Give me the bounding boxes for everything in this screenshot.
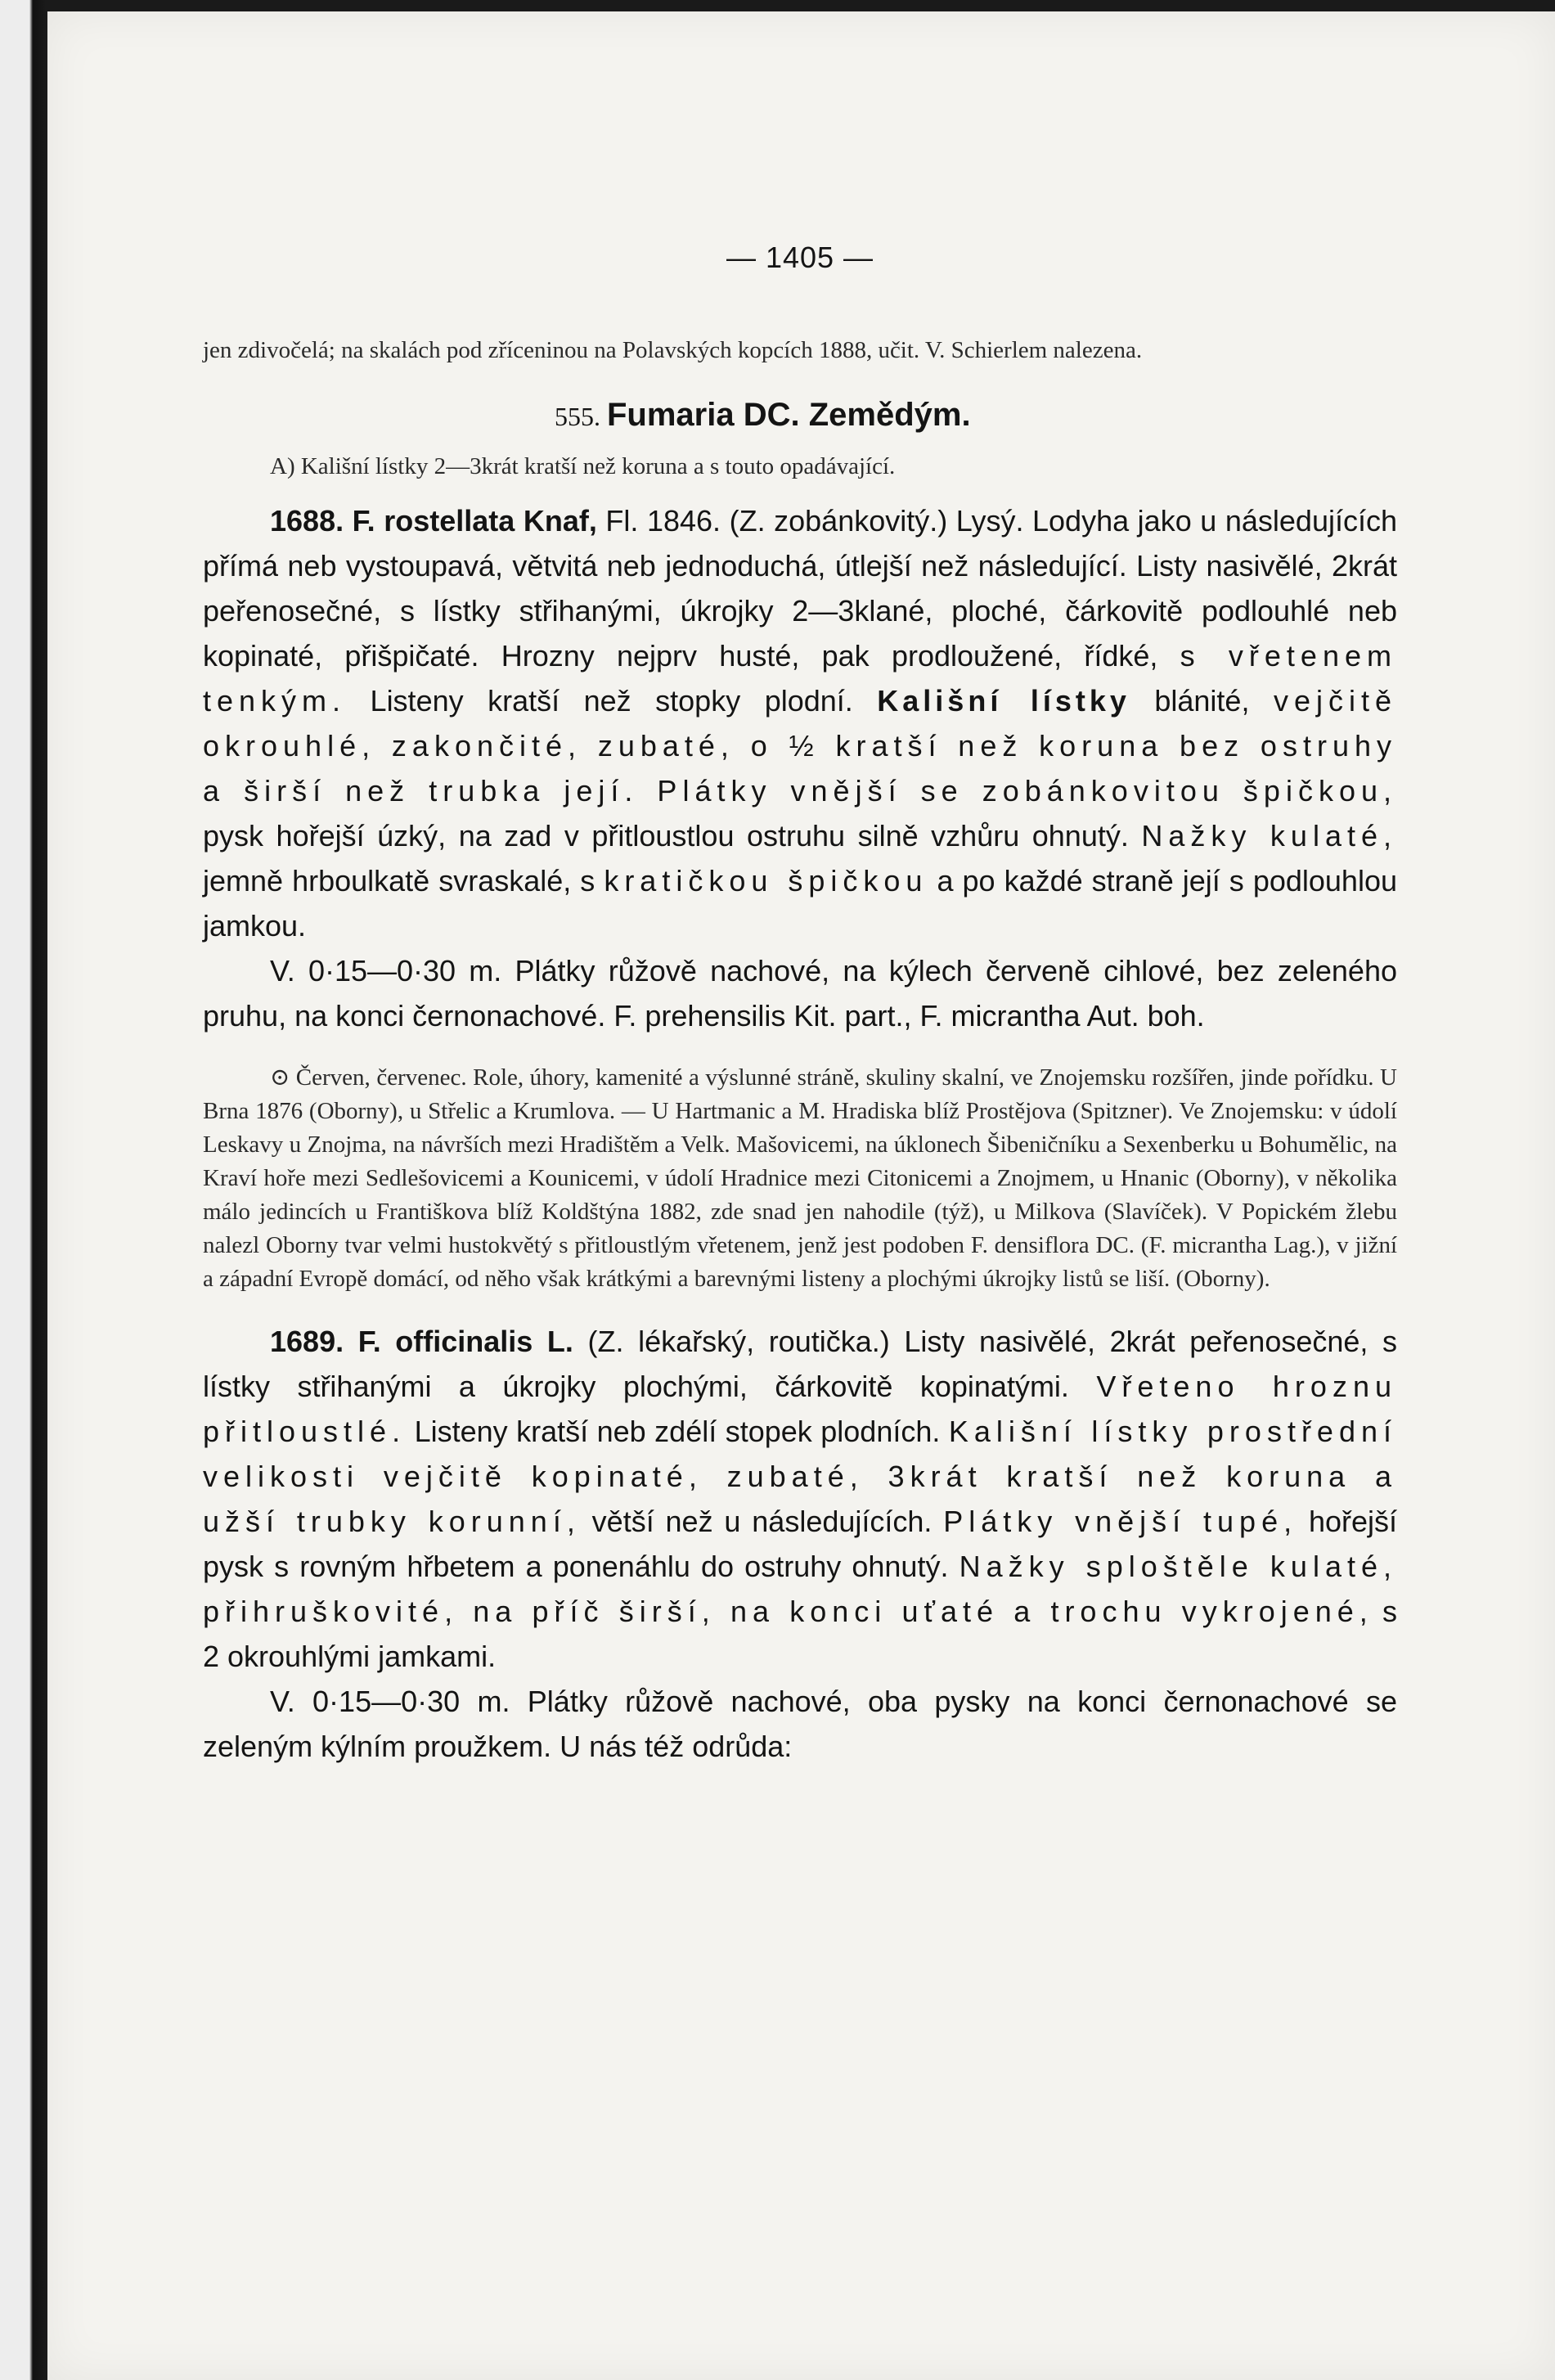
text-run: Listeny kratší než stopky plodní.: [346, 684, 878, 718]
spaced-text: kratičkou špičkou: [604, 864, 928, 898]
text-run: jemně hrboulkatě svraskalé, s: [203, 864, 604, 898]
text-run: pysk hořejší úzký, na zad v přitloustlou ostruhu silně vzhůru ohnutý.: [203, 819, 1142, 853]
species-1688-number: 1688.: [270, 504, 344, 538]
species-1689: [203, 1319, 1397, 1769]
species-1688-measurements: V. 0·15—0·30 m. Plátky růžově nachové, na kýlech červeně cihlové, bez zeleného pruhu, na konci černonachové. F. prehensilis Kit. part., F. micrantha Aut. boh.: [203, 954, 1397, 1033]
text-run: Fl. 1846. (Z. zobánkovitý.) Lysý. Lodyha jako u následujících přímá neb vystoupavá, větvitá neb jednoduchá, útlejší než následující. Listy nasivělé, 2krát peřenosečné, s lístky střihanými, úkrojky 2—3klané, ploché, čárkovitě podlouhlé neb kopinaté, přišpičaté. Hrozny nejprv husté, pak prodloužené, řídké,: [203, 504, 1397, 673]
species-1689-description: [203, 1319, 1397, 1679]
page-content: [203, 241, 1397, 1769]
spaced-text: Vřeteno hroznu přitloustlé.: [203, 1370, 1397, 1448]
book-page: [47, 11, 1555, 2380]
text-run: (Z. lékařský, routička.) Listy nasivělé, 2krát peřenosečné, s lístky střihanými a úkrojky plochými, čárkovitě kopinatými.: [203, 1325, 1397, 1403]
text-run: hořejší pysk s rovným hřbetem a ponenáhlu do ostruhy ohnutý.: [203, 1505, 1398, 1583]
species-1688-distribution: ⊙ Červen, červenec. Role, úhory, kamenité a výslunné stráně, skuliny skalní, ve Znojemsku rozšířen, jinde pořídku. U Brna 1876 (Oborny), u Střelic a Krumlova. — U Hartmanic a M. Hradiska blíž Prostějova (Spitzner). Ve Znojemsku: v údolí Leskavy u Znojma, na návrších mezi Hradištěm a Velk. Mašovicemi, na úklonech Šibeničníku a Sexenberku u Bohumělic, na Kraví hoře mezi Sedlešovicemi a Kounicemi, v údolí Hradnice mezi Citonicemi a Znojmem, u Hnanic (Oborny), v několika málo jedincích u Františkova blíž Koldštýna 1882, zde snad jen nahodile (týž), u Milkova (Slavíček). V Popickém žlebu nalezl Oborny tvar velmi hustokvětý s přitloustlým vřetenem, jenž jest podoben F. densiflora DC. (F. micrantha Lag.), v jižní a západní Evropě domácí, od něho však krátkými a barevnými listeny a plochými úkrojky listů se liší. (Oborny).: [203, 1064, 1397, 1292]
genus-name: Fumaria DC. Zemědým.: [607, 397, 971, 433]
spaced-text: Nažky sploštěle kulaté,: [959, 1550, 1397, 1583]
species-1688-name: F. rostellata Knaf,: [352, 504, 597, 538]
spaced-text: vejčitě okrouhlé, zakončité, zubaté, o ½ kratší než koruna bez ostruhy a širší než trubka její.: [203, 684, 1397, 808]
species-1688: [203, 498, 1397, 1296]
species-1689-number: 1689.: [270, 1325, 344, 1358]
spaced-text: přihruškovité, na příč širší, na konci uťaté a trochu vykrojené,: [203, 1595, 1373, 1628]
spaced-text: Kališní lístky: [877, 684, 1130, 718]
scan-left-margin: [0, 0, 47, 2380]
genus-heading: [203, 397, 1397, 434]
species-1688-description: [203, 498, 1397, 948]
spaced-text: Plátky vnější se zobánkovitou špičkou,: [638, 774, 1397, 808]
text-run: blánité,: [1130, 684, 1274, 718]
text-run: a po každé straně její s podlouhlou jamkou.: [203, 864, 1397, 943]
page-number: — 1405 —: [726, 241, 874, 274]
key-a: A) Kališní lístky 2—3krát kratší než koruna a s touto opadávající.: [270, 453, 896, 479]
spaced-text: Kališní lístky prostřední velikosti vejčitě kopinaté, zubaté, 3krát kratší než koruna a užší trubky korunní,: [203, 1415, 1397, 1538]
species-1689-measurements: V. 0·15—0·30 m. Plátky růžově nachové, oba pysky na konci černonachové se zeleným kýlním proužkem. U nás též odrůda:: [203, 1685, 1397, 1763]
text-run: Listeny kratší neb zdélí stopek plodních.: [406, 1415, 949, 1448]
genus-number: 555.: [555, 402, 600, 431]
spaced-text: s vřetenem tenkým.: [203, 639, 1397, 718]
intro-paragraph: jen zdivočelá; na skalách pod zříceninou na Polavských kopcích 1888, učit. V. Schierlem nalezena.: [203, 337, 1143, 363]
spaced-text: Nažky kulaté,: [1141, 819, 1397, 853]
spaced-text: Plátky vnější tupé,: [943, 1505, 1298, 1538]
species-1689-name: F. officinalis L.: [357, 1325, 573, 1358]
text-run: s 2 okrouhlými jamkami.: [203, 1595, 1397, 1673]
text-run: větší než u následujících.: [580, 1505, 944, 1538]
